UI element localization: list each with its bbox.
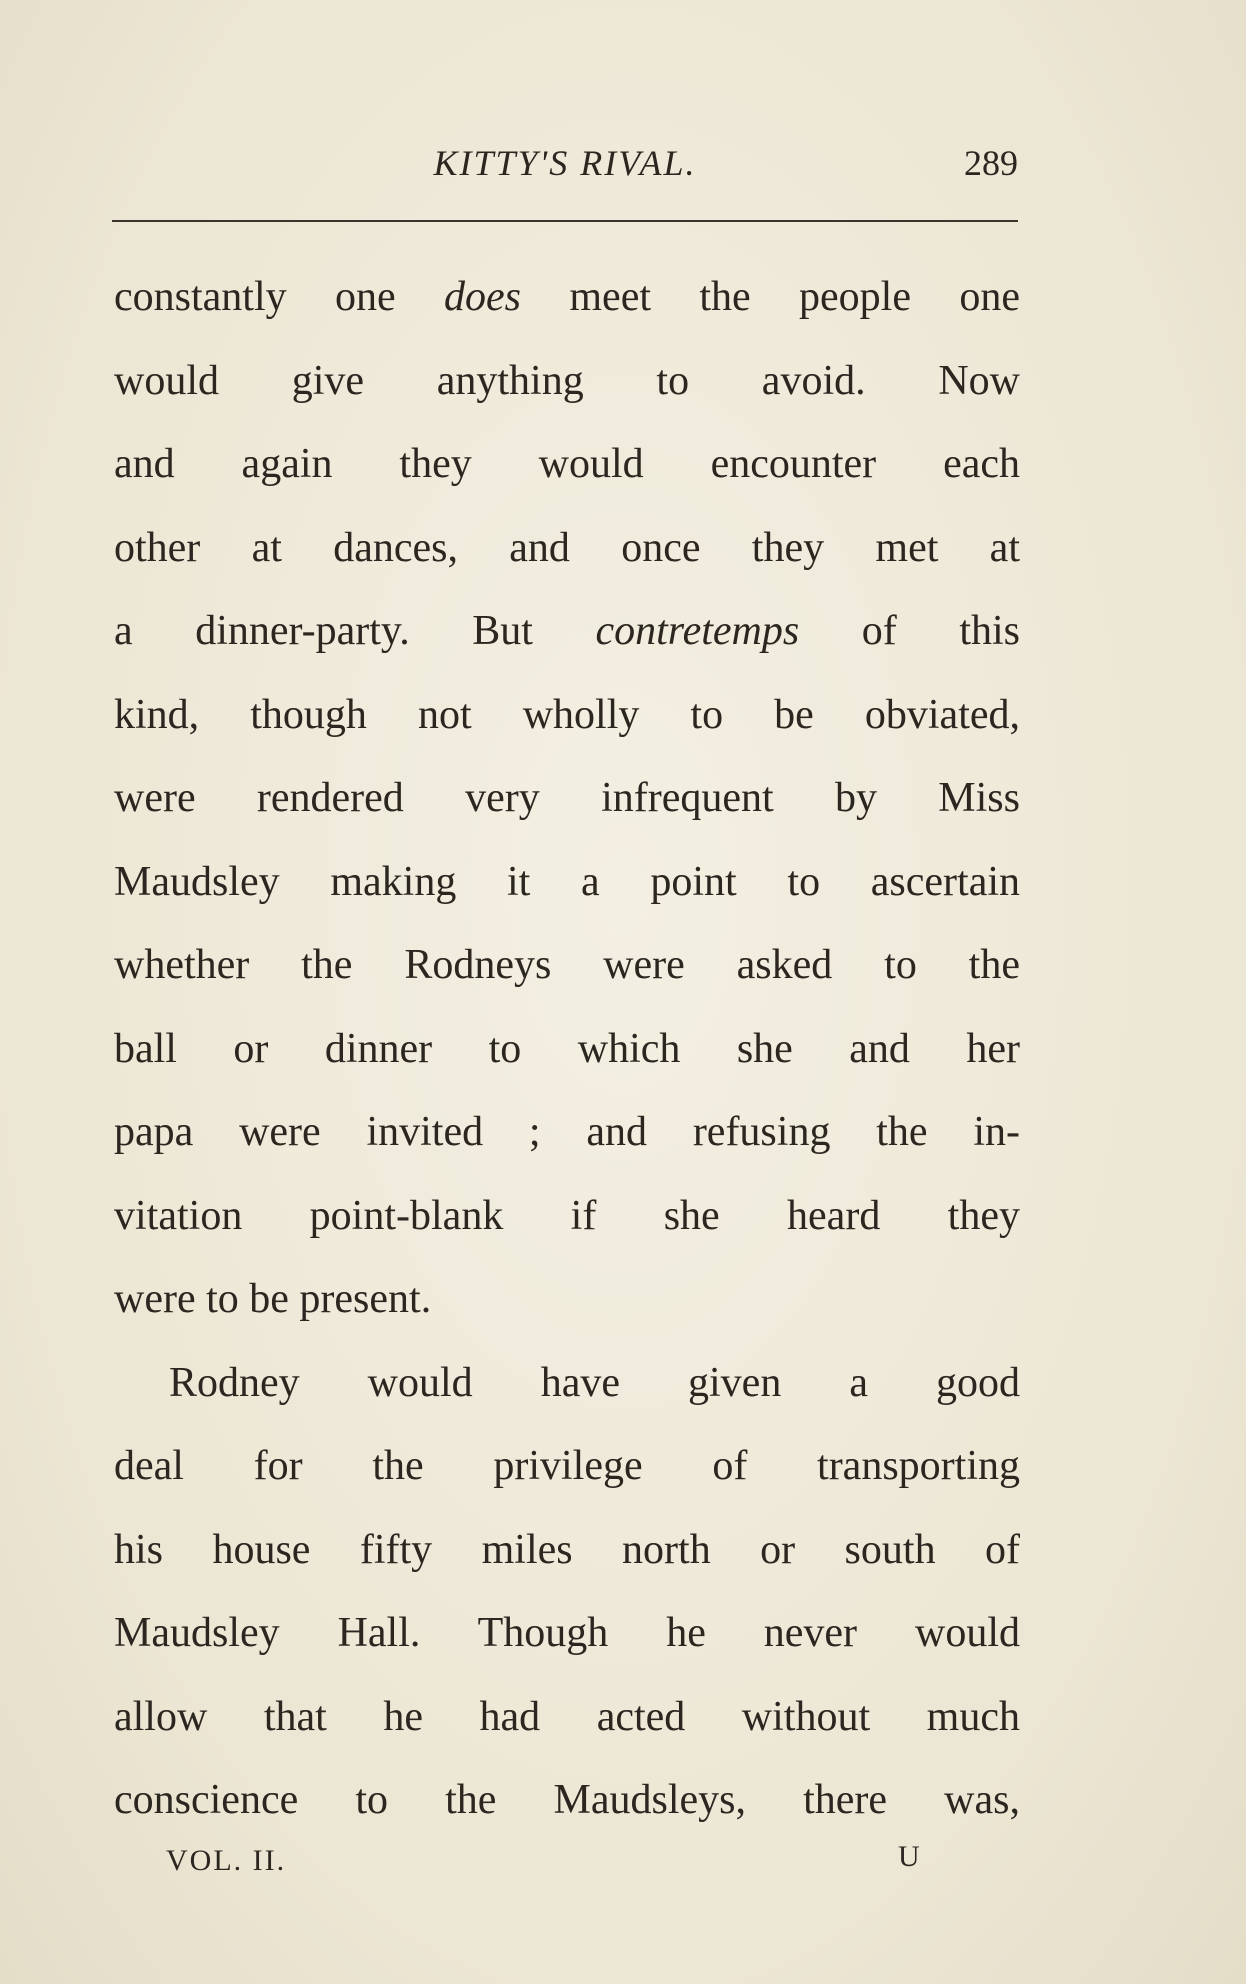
text-line: Rodney would have given a good bbox=[169, 1359, 1020, 1406]
text-line: other at dances, and once they met at bbox=[114, 524, 1020, 571]
running-title: KITTY'S RIVAL. bbox=[433, 143, 697, 183]
volume-label: VOL. II. bbox=[166, 1844, 287, 1877]
header-rule bbox=[112, 220, 1018, 222]
text-line: papa were invited ; and refusing the in- bbox=[114, 1109, 1020, 1155]
text-line: whether the Rodneys were asked to the bbox=[114, 942, 1020, 988]
text-line: vitation point-blank if she heard they bbox=[114, 1192, 1020, 1239]
signature-mark: U bbox=[898, 1840, 920, 1873]
page-header bbox=[112, 142, 1018, 192]
emphasis: contretemps bbox=[595, 608, 800, 654]
text-line: ball or dinner to which she and her bbox=[114, 1025, 1020, 1072]
text-line: conscience to the Maudsleys, there was, bbox=[114, 1777, 1020, 1823]
text-line: Maudsley making it a point to ascertain bbox=[114, 858, 1020, 905]
text-line: constantly one does meet the people one bbox=[114, 274, 1020, 320]
text-line: were to be present. bbox=[114, 1276, 432, 1322]
text-line: a dinner-party. But contretemps of this bbox=[114, 608, 1021, 654]
emphasis: does bbox=[444, 274, 522, 320]
text-line: deal for the privilege of transporting bbox=[114, 1443, 1020, 1489]
text-line: would give anything to avoid. Now bbox=[114, 357, 1020, 404]
text-line: kind, though not wholly to be obviated, bbox=[114, 691, 1020, 738]
text-line: his house fifty miles north or south of bbox=[114, 1526, 1020, 1573]
text-line: allow that he had acted without much bbox=[114, 1693, 1020, 1740]
text-line: were rendered very infrequent by Miss bbox=[114, 775, 1020, 821]
page-number: 289 bbox=[964, 143, 1018, 183]
body-text bbox=[114, 256, 1020, 1843]
text-line: and again they would encounter each bbox=[114, 441, 1020, 487]
page-footer bbox=[166, 1840, 946, 1884]
text-line: Maudsley Hall. Though he never would bbox=[114, 1610, 1020, 1656]
